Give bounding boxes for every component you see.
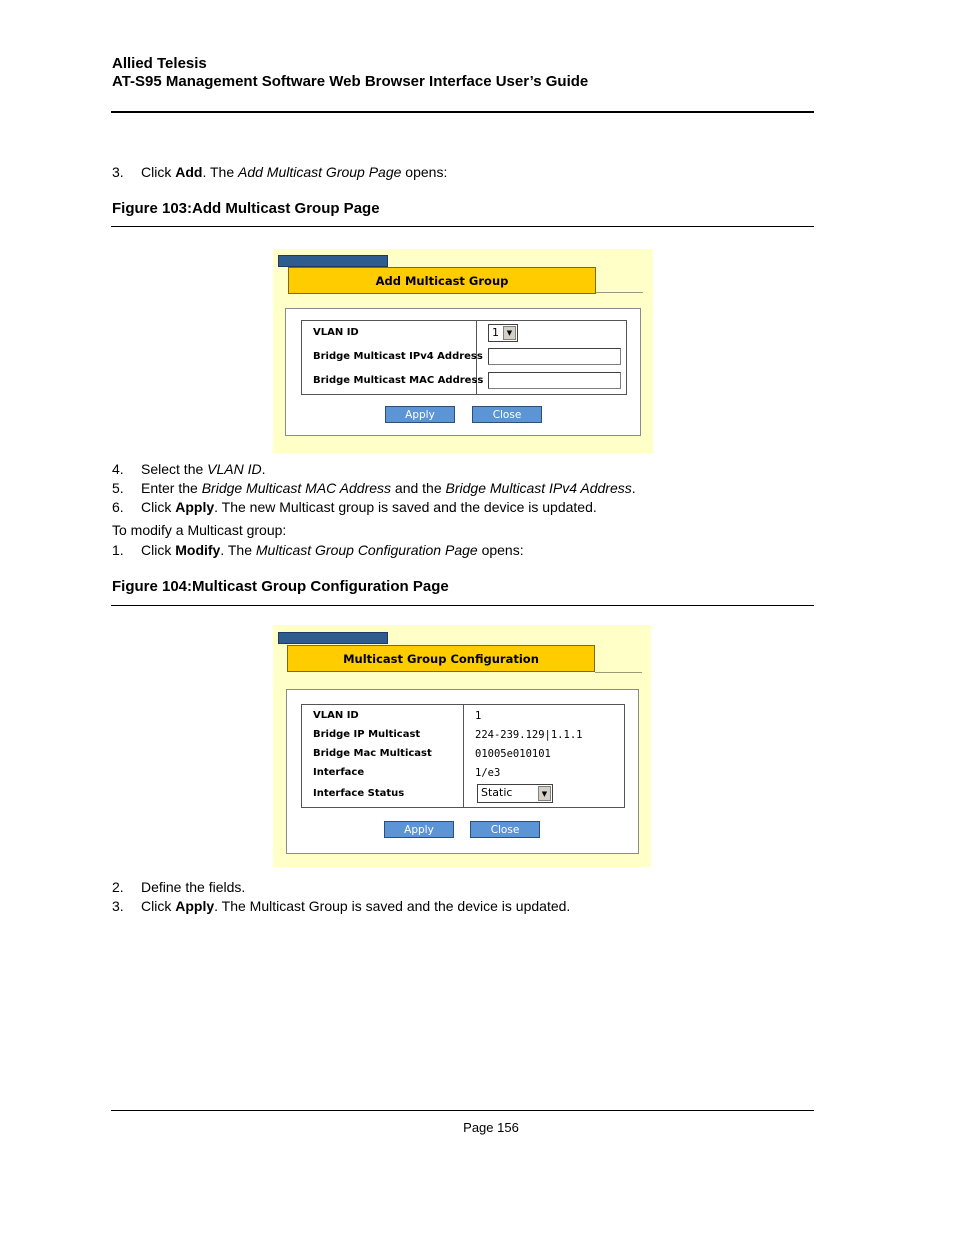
text: and the bbox=[391, 480, 446, 496]
step-number: 4. bbox=[112, 461, 124, 477]
emphasis: VLAN ID bbox=[207, 461, 262, 477]
emphasis: Add bbox=[175, 164, 203, 180]
text: . The new Multicast group is saved and the device is updated. bbox=[214, 499, 597, 515]
add-multicast-group-screenshot bbox=[273, 249, 653, 453]
bridge-mac-multicast-label: Bridge Mac Multicast bbox=[313, 748, 432, 759]
figure-rule bbox=[111, 605, 814, 606]
column-divider bbox=[463, 705, 464, 807]
interface-label: Interface bbox=[313, 767, 365, 778]
interface-status-label: Interface Status bbox=[313, 788, 405, 799]
text: . The Multicast Group is saved and the device is updated. bbox=[214, 898, 571, 914]
text: Select the bbox=[141, 461, 208, 477]
modify-intro: To modify a Multicast group: bbox=[112, 522, 287, 538]
config-table bbox=[301, 704, 625, 808]
title-underline bbox=[596, 292, 643, 293]
vlan-id-select[interactable] bbox=[488, 324, 518, 342]
close-button[interactable]: Close bbox=[472, 406, 542, 423]
step-number: 6. bbox=[112, 499, 124, 515]
interface-value: 1/e3 bbox=[475, 767, 501, 779]
figure-104-caption: Figure 104:Multicast Group Configuration Page bbox=[112, 578, 449, 595]
text: Click bbox=[141, 164, 176, 180]
header-rule bbox=[111, 111, 814, 113]
step-text bbox=[141, 461, 266, 477]
step-text bbox=[141, 542, 524, 558]
multicast-group-config-screenshot bbox=[273, 625, 651, 867]
bridge-ip-multicast-label: Bridge IP Multicast bbox=[313, 729, 421, 740]
step-text bbox=[141, 499, 597, 515]
page-title: Multicast Group Configuration bbox=[287, 645, 595, 672]
page-number: Page 156 bbox=[463, 1120, 519, 1135]
emphasis: Bridge Multicast IPv4 Address bbox=[445, 480, 632, 496]
text: Click bbox=[141, 898, 176, 914]
bridge-ip-multicast-value: 224-239.129|1.1.1 bbox=[475, 729, 583, 741]
step-number: 3. bbox=[112, 898, 124, 914]
text: . The bbox=[202, 164, 238, 180]
apply-button[interactable]: Apply bbox=[384, 821, 454, 838]
form-frame bbox=[285, 308, 641, 436]
bridge-ipv4-label: Bridge Multicast IPv4 Address bbox=[313, 351, 483, 362]
text: . The bbox=[220, 542, 256, 558]
interface-status-select[interactable] bbox=[477, 784, 553, 803]
tab-strip bbox=[278, 255, 388, 267]
text: opens: bbox=[477, 542, 524, 558]
close-button[interactable]: Close bbox=[470, 821, 540, 838]
emphasis: Bridge Multicast MAC Address bbox=[201, 480, 392, 496]
apply-button[interactable]: Apply bbox=[385, 406, 455, 423]
bridge-mac-label: Bridge Multicast MAC Address bbox=[313, 375, 484, 386]
guide-title: AT-S95 Management Software Web Browser Interface User’s Guide bbox=[112, 73, 589, 90]
text: Click bbox=[141, 499, 176, 515]
form-table bbox=[301, 320, 627, 395]
figure-103-caption: Figure 103:Add Multicast Group Page bbox=[112, 200, 380, 217]
emphasis: Multicast Group Configuration Page bbox=[255, 542, 478, 558]
emphasis: Modify bbox=[175, 542, 221, 558]
vlan-id-value: 1 bbox=[492, 326, 499, 339]
bridge-mac-input[interactable] bbox=[488, 372, 621, 389]
vlan-id-label: VLAN ID bbox=[313, 327, 359, 338]
vlan-id-label: VLAN ID bbox=[313, 710, 359, 721]
title-underline bbox=[595, 672, 642, 673]
emphasis: Apply bbox=[175, 499, 215, 515]
footer-rule bbox=[111, 1110, 814, 1111]
text: opens: bbox=[401, 164, 448, 180]
page-title: Add Multicast Group bbox=[288, 267, 596, 294]
step-number: 1. bbox=[112, 542, 124, 558]
text: . bbox=[261, 461, 266, 477]
chevron-down-icon: ▼ bbox=[503, 326, 516, 340]
step-text bbox=[141, 164, 447, 180]
step-text: Define the fields. bbox=[141, 879, 246, 895]
text: Enter the bbox=[141, 480, 202, 496]
vlan-id-value: 1 bbox=[475, 710, 482, 722]
text: . bbox=[631, 480, 636, 496]
bridge-ipv4-input[interactable] bbox=[488, 348, 621, 365]
figure-rule bbox=[111, 226, 814, 227]
emphasis: Apply bbox=[175, 898, 215, 914]
tab-strip bbox=[278, 632, 388, 644]
step-text bbox=[141, 480, 636, 496]
bridge-mac-multicast-value: 01005e010101 bbox=[475, 748, 551, 760]
chevron-down-icon: ▼ bbox=[538, 786, 551, 801]
text: Click bbox=[141, 542, 176, 558]
emphasis: Add Multicast Group Page bbox=[238, 164, 402, 180]
step-number: 2. bbox=[112, 879, 124, 895]
interface-status-value: Static bbox=[481, 786, 513, 799]
company-name: Allied Telesis bbox=[112, 55, 207, 72]
step-text bbox=[141, 898, 570, 914]
step-number: 5. bbox=[112, 480, 124, 496]
form-frame bbox=[286, 689, 639, 854]
step-number: 3. bbox=[112, 164, 124, 180]
